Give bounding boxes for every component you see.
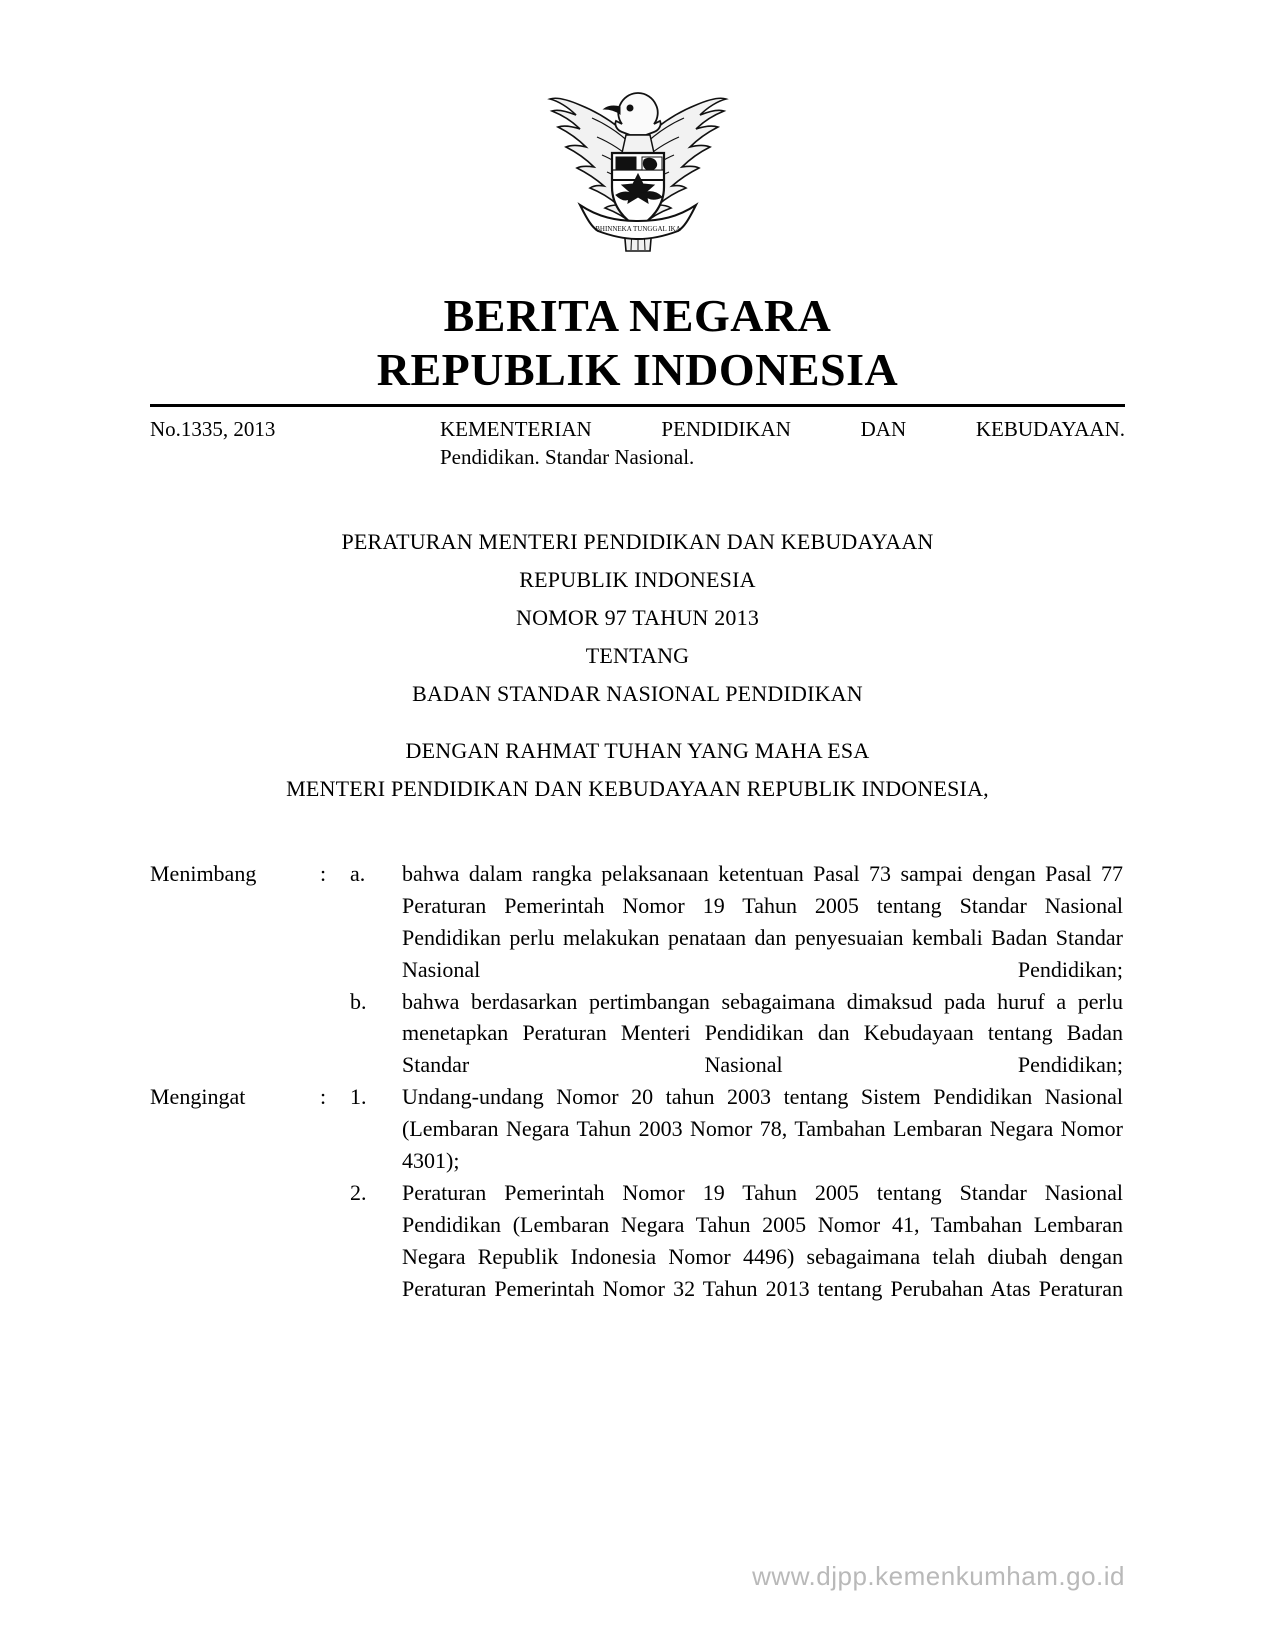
- clause-row: [150, 986, 1125, 1082]
- gazette-number: No.1335, 2013: [150, 416, 276, 441]
- clause-row: [150, 858, 1125, 986]
- clause-marker: b.: [350, 988, 367, 1014]
- clause-marker: 1.: [350, 1084, 367, 1110]
- clause-text: bahwa berdasarkan pertimbangan sebagaimana dimaksud pada huruf a perlu menetapkan Peraturan Menteri Pendidikan dan Kebudayaan tentang Badan Standar Nasional Pendidikan;: [402, 988, 1123, 1078]
- footer-watermark-url: www.djpp.kemenkumham.go.id: [752, 1561, 1125, 1591]
- clause-row: [150, 1177, 1125, 1305]
- clause-marker: 2.: [350, 1179, 367, 1205]
- clause-colon: :: [320, 861, 327, 887]
- title-line-4: TENTANG: [585, 642, 690, 668]
- gazette-subject: [440, 415, 1125, 472]
- masthead-divider: [150, 404, 1125, 407]
- regulation-title-block: [150, 523, 1125, 808]
- clauses-section: [150, 858, 1125, 1304]
- title-line-3: NOMOR 97 TAHUN 2013: [515, 604, 760, 630]
- clause-text: Undang-undang Nomor 20 tahun 2003 tentang Sistem Pendidikan Nasional (Lembaran Negara Tahun 2003 Nomor 78, Tambahan Lembaran Negara Nomor 4301);: [402, 1084, 1123, 1174]
- title-line-5: BADAN STANDAR NASIONAL PENDIDIKAN: [412, 680, 863, 706]
- clause-label-mengingat: Mengingat: [150, 1084, 246, 1110]
- title-line-7: MENTERI PENDIDIKAN DAN KEBUDAYAAN REPUBLIK INDONESIA,: [286, 776, 989, 802]
- title-line-2: REPUBLIK INDONESIA: [519, 567, 756, 593]
- emblem-container: [150, 75, 1125, 285]
- masthead: [150, 289, 1125, 398]
- clause-label-menimbang: Menimbang: [150, 861, 257, 887]
- title-line-1: PERATURAN MENTERI PENDIDIKAN DAN KEBUDAYAAN: [341, 529, 934, 555]
- gazette-subject-line-1: KEMENTERIAN PENDIDIKAN DAN KEBUDAYAAN.: [440, 416, 1125, 441]
- title-spacer: [150, 712, 1125, 732]
- title-line-6: DENGAN RAHMAT TUHAN YANG MAHA ESA: [405, 738, 870, 764]
- gazette-info: [150, 415, 1125, 472]
- gazette-subject-line-2: Pendidikan. Standar Nasional.: [440, 444, 695, 469]
- clause-row: [150, 1081, 1125, 1177]
- clause-colon: :: [320, 1084, 327, 1110]
- masthead-line-1: BERITA NEGARA: [443, 290, 832, 341]
- clause-text: Peraturan Pemerintah Nomor 19 Tahun 2005 tentang Standar Nasional Pendidikan (Lembaran Negara Tahun 2005 Nomor 41, Tambahan Lembaran Negara Republik Indonesia Nomor 4496) sebagaimana telah diubah dengan Peraturan Pemerintah Nomor 32 Tahun 2013 tentang Perubahan Atas Peraturan: [402, 1179, 1123, 1301]
- emblem-motto-text: BHINNEKA TUNGGAL IKA: [594, 225, 681, 233]
- masthead-line-2: REPUBLIK INDONESIA: [376, 344, 899, 396]
- clause-marker: a.: [350, 861, 366, 887]
- clause-text: bahwa dalam rangka pelaksanaan ketentuan Pasal 73 sampai dengan Pasal 77 Peraturan Pemerintah Nomor 19 Tahun 2005 tentang Standar Nasional Pendidikan perlu melakukan penataan dan penyesuaian kembali Badan Standar Nasional Pendidikan;: [402, 861, 1123, 982]
- garuda-pancasila-emblem: [538, 75, 738, 275]
